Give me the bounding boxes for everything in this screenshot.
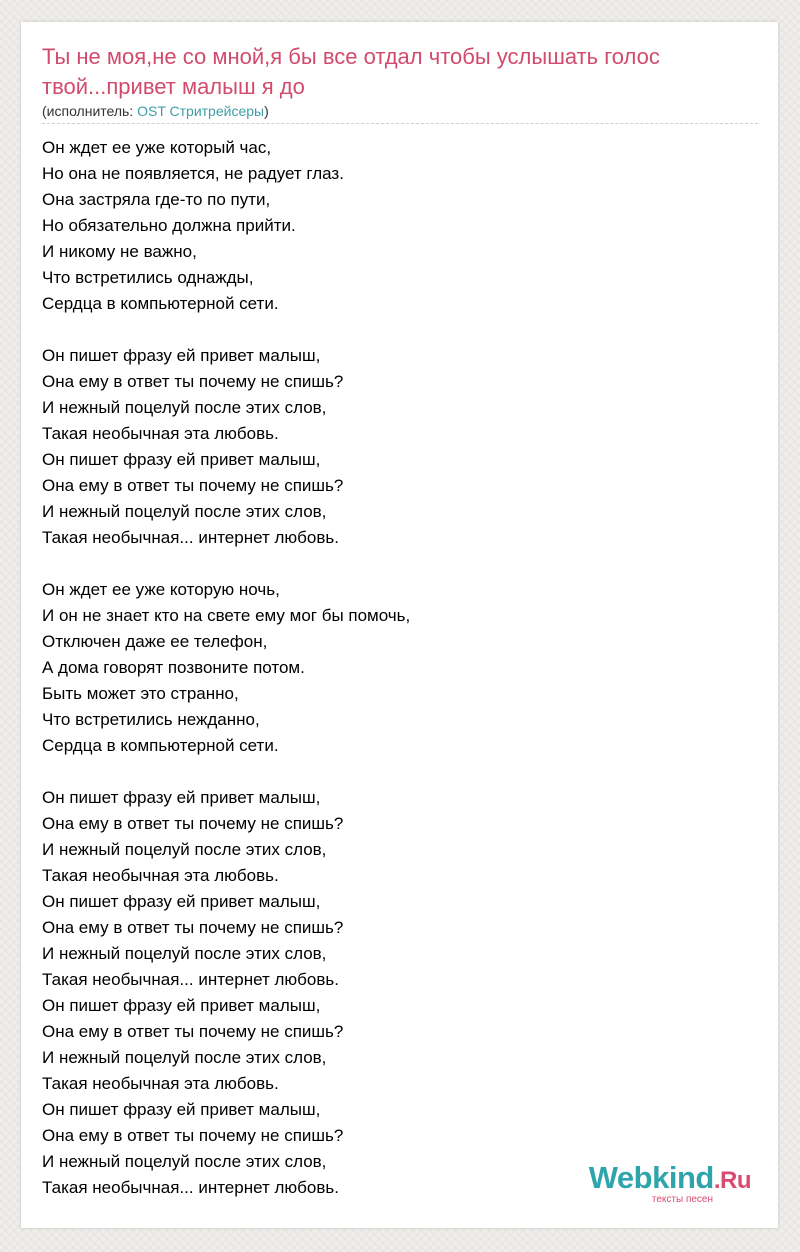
lyric-line: И нежный поцелуй после этих слов, — [42, 1048, 327, 1067]
lyric-line: Она ему в ответ ты почему не спишь? — [42, 1126, 344, 1145]
logo-main-text: Webkind — [588, 1160, 714, 1195]
lyric-line: Он пишет фразу ей привет малыш, — [42, 996, 321, 1015]
lyric-line: Он ждет ее уже которую ночь, — [42, 580, 280, 599]
lyric-line: А дома говорят позвоните потом. — [42, 658, 305, 677]
artist-prefix: (исполнитель: — [42, 103, 138, 119]
lyric-line: Сердца в компьютерной сети. — [42, 294, 279, 313]
lyric-line: Он пишет фразу ей привет малыш, — [42, 450, 321, 469]
lyric-line: Такая необычная эта любовь. — [42, 424, 279, 443]
lyric-line: Он пишет фразу ей привет малыш, — [42, 892, 321, 911]
lyric-line: Такая необычная... интернет любовь. — [42, 970, 339, 989]
lyric-line: Он пишет фразу ей привет малыш, — [42, 788, 321, 807]
lyrics-text — [42, 135, 742, 1201]
lyrics-stanza — [42, 785, 742, 1201]
artist-suffix: ) — [264, 103, 269, 119]
lyric-line: Но обязательно должна прийти. — [42, 216, 296, 235]
lyric-line: Отключен даже ее телефон, — [42, 632, 268, 651]
lyric-line: Она ему в ответ ты почему не спишь? — [42, 814, 344, 833]
lyric-line: Он ждет ее уже который час, — [42, 138, 272, 157]
lyric-line: И нежный поцелуй после этих слов, — [42, 502, 327, 521]
webkind-logo[interactable] — [589, 1162, 751, 1205]
dashed-divider — [42, 123, 758, 124]
logo-tld: .Ru — [713, 1167, 751, 1194]
lyric-line: Что встретились однажды, — [42, 268, 254, 287]
lyric-line: И он не знает кто на свете ему мог бы помочь, — [42, 606, 411, 625]
lyrics-stanza — [42, 577, 742, 759]
artist-link[interactable]: OST Стритрейсеры — [137, 103, 265, 119]
lyric-line: И нежный поцелуй после этих слов, — [42, 1152, 327, 1171]
lyric-line: Она ему в ответ ты почему не спишь? — [42, 1022, 344, 1041]
logo-tagline: тексты песен — [651, 1194, 713, 1205]
lyric-line: Такая необычная... интернет любовь. — [42, 528, 339, 547]
song-title: Ты не моя,не со мной,я бы все отдал чтобы услышать голос твой...привет малыш я до — [42, 44, 660, 99]
lyric-line: Что встретились нежданно, — [42, 710, 260, 729]
lyric-line: И никому не важно, — [42, 242, 197, 261]
lyrics-stanza — [42, 343, 742, 551]
lyrics-card — [21, 22, 778, 1228]
lyric-line: Она ему в ответ ты почему не спишь? — [42, 476, 344, 495]
lyric-line: Быть может это странно, — [42, 684, 239, 703]
lyric-line: Он пишет фразу ей привет малыш, — [42, 1100, 321, 1119]
lyric-line: Она ему в ответ ты почему не спишь? — [42, 372, 344, 391]
lyric-line: Она ему в ответ ты почему не спишь? — [42, 918, 344, 937]
lyric-line: Он пишет фразу ей привет малыш, — [42, 346, 321, 365]
logo-wordmark — [589, 1162, 751, 1197]
lyric-line: Такая необычная эта любовь. — [42, 866, 279, 885]
lyric-line: Но она не появляется, не радует глаз. — [42, 164, 344, 183]
lyric-line: Она застряла где-то по пути, — [42, 190, 271, 209]
lyric-line: Такая необычная эта любовь. — [42, 1074, 279, 1093]
lyric-line: Сердца в компьютерной сети. — [42, 736, 279, 755]
lyric-line: И нежный поцелуй после этих слов, — [42, 944, 327, 963]
lyric-line: И нежный поцелуй после этих слов, — [42, 398, 327, 417]
lyric-line: И нежный поцелуй после этих слов, — [42, 840, 327, 859]
lyric-line: Такая необычная... интернет любовь. — [42, 1178, 339, 1197]
artist-line — [42, 102, 269, 120]
lyrics-stanza — [42, 135, 742, 317]
